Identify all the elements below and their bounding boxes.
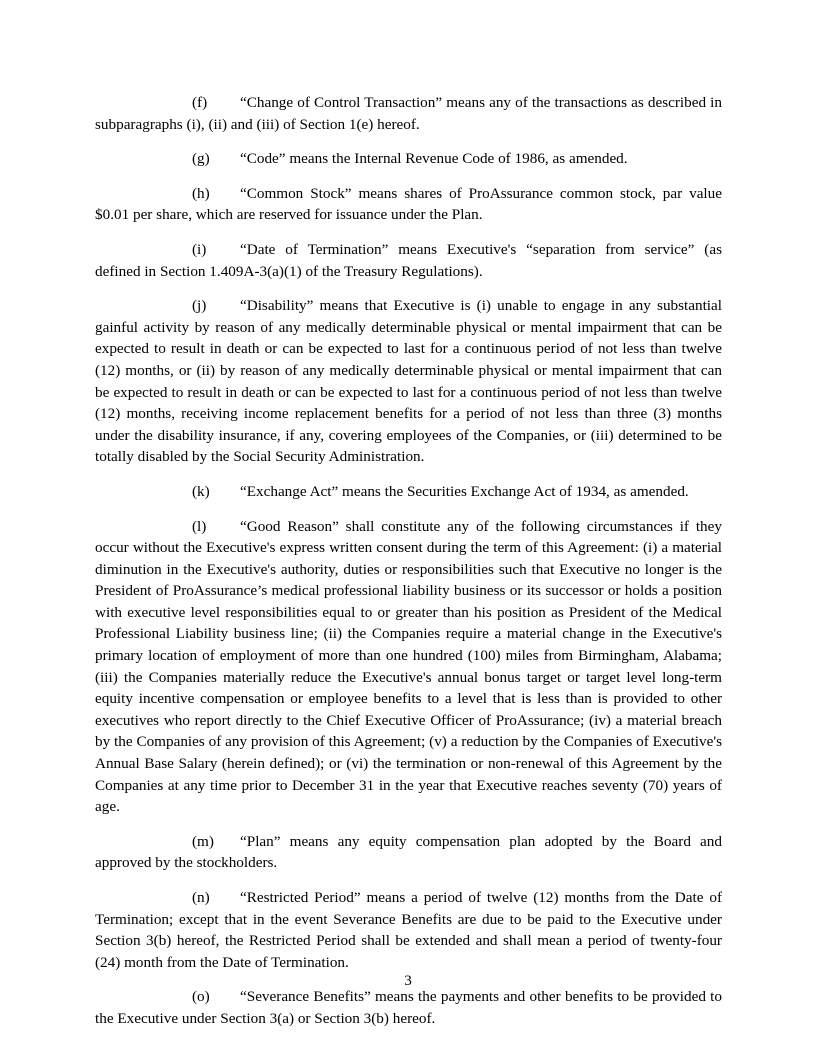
definition-text: “Good Reason” shall constitute any of the following circumstances if they occur without the Executive's express written consent during the term of this Agreement: (i) a material diminution in the Executive's authority, duties or responsibilities such that Executive no longer is the President of ProAssurance’s medical professional liability business or its successor or holds a position with executive level responsibilities equal to or greater than his position as President of the Medical Professional Liability business line; (ii) the Companies require a material change in the Executive's primary location of employment of more than one hundred (100) miles from Birmingham, Alabama; (iii) the Companies materially reduce the Executive's annual bonus target or target level long-term equity incentive compensation or employee benefits to a level that is less than is provided to other executives who report directly to the Chief Executive Officer of ProAssurance; (iv) a material breach by the Companies of any provision of this Agreement; (v) a reduction by the Companies of Executive's Annual Base Salary (herein defined); or (vi) the termination or non-renewal of this Agreement by the Companies at any time prior to December 31 in the year that Executive reaches seventy (70) years of age. [95, 517, 722, 816]
definition-paragraph [95, 831, 722, 874]
definition-paragraph [95, 183, 722, 226]
definition-label: (f) [192, 94, 208, 111]
definition-text: “Disability” means that Executive is (i) unable to engage in any substantial gainful activity by reason of any medically determinable physical or mental impairment that can be expected to result in death or can be expected to last for a continuous period of not less than twelve (12) months, or (ii) by reason of any medically determinable physical or mental impairment that can be expected to result in death or can be expected to last for a continuous period of not less than twelve (12) months, receiving income replacement benefits for a period of not less than three (3) months under the disability insurance, if any, covering employees of the Companies, or (iii) determined to be totally disabled by the Social Security Administration. [95, 297, 722, 466]
definition-label: (n) [192, 889, 210, 906]
definition-paragraph [95, 239, 722, 282]
definition-paragraph [95, 986, 722, 1029]
definition-label: (g) [192, 150, 210, 168]
definition-text: “Change of Control Transaction” means any of the transactions as described in subparagraphs (i), (ii) and (iii) of Section 1(e) hereof. [95, 94, 722, 133]
definition-text: “Plan” means any equity compensation plan adopted by the Board and approved by the stockholders. [95, 832, 722, 872]
definition-label: (o) [192, 988, 210, 1006]
definition-label: (j) [192, 297, 207, 315]
definition-text: “Date of Termination” means Executive's “separation from service” (as defined in Section 1.409A-3(a)(1) of the Treasury Regulations). [95, 240, 722, 280]
definition-paragraph [95, 516, 722, 818]
definition-label: (k) [192, 482, 210, 500]
definition-paragraph [95, 481, 722, 503]
definition-label: (h) [192, 184, 210, 202]
definition-paragraph [95, 887, 722, 973]
definition-label: (l) [192, 517, 207, 535]
definition-text: “Code” means the Internal Revenue Code of 1986, as amended. [240, 150, 628, 168]
definition-label: (m) [192, 832, 214, 850]
document-body [95, 92, 722, 1030]
definition-paragraph [95, 92, 722, 135]
definition-paragraph [95, 148, 722, 170]
definition-text: “Restricted Period” means a period of twelve (12) months from the Date of Termination; except that in the event Severance Benefits are due to be paid to the Executive under Section 3(b) hereof, the Restricted Period shall be extended and shall mean a period of twenty-four (24) month from the Date of Termination. [95, 889, 722, 971]
definition-label: (i) [192, 240, 207, 258]
definition-text: “Exchange Act” means the Securities Exchange Act of 1934, as amended. [240, 482, 689, 500]
definition-text: “Severance Benefits” means the payments and other benefits to be provided to the Executive under Section 3(a) or Section 3(b) hereof. [95, 988, 722, 1027]
page-number: 3 [404, 972, 412, 989]
definition-text: “Common Stock” means shares of ProAssurance common stock, par value $0.01 per share, which are reserved for issuance under the Plan. [95, 184, 722, 224]
definition-paragraph [95, 295, 722, 468]
